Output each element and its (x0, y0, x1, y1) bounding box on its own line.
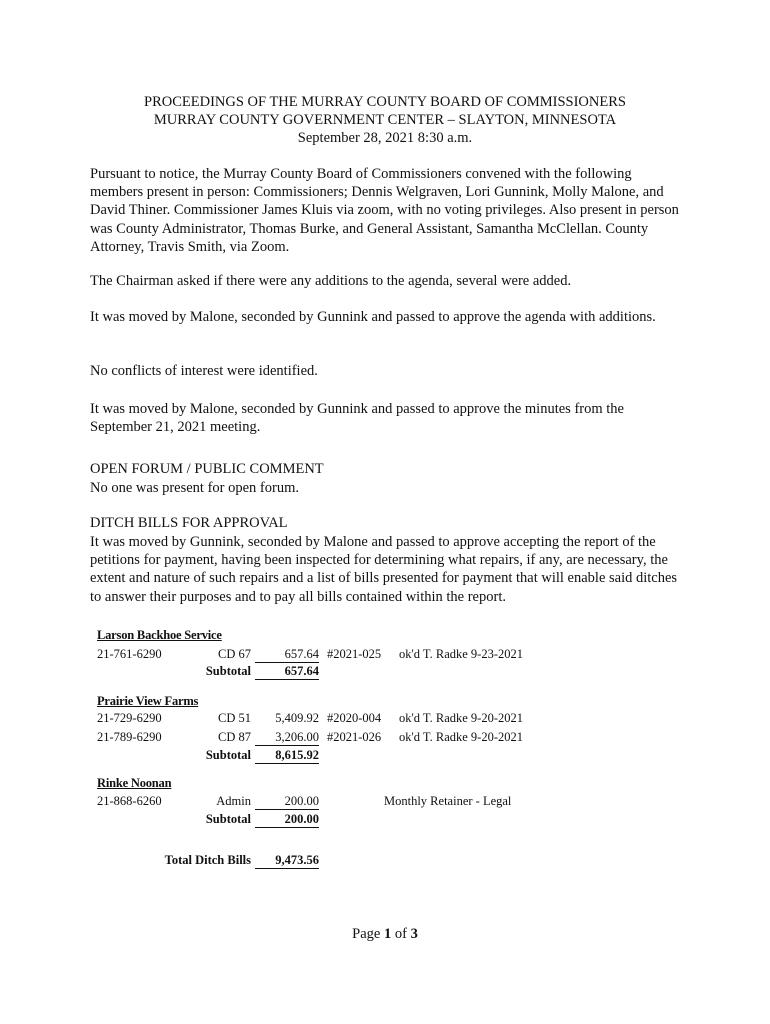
subtotal-amount: 8,615.92 (255, 748, 319, 764)
subtotal-label: Subtotal (205, 748, 251, 762)
approval-note: Monthly Retainer - Legal (384, 794, 512, 808)
bill-amount: 200.00 (255, 794, 319, 810)
ditch-item: CD 87 (218, 730, 251, 744)
total-label: Total Ditch Bills (164, 853, 251, 867)
minutes-motion-paragraph: It was moved by Malone, seconded by Gunnink and passed to approve the minutes from the September 21, 2021 meeting. (90, 401, 624, 436)
ditch-item: CD 51 (218, 711, 251, 725)
page-word: Page (352, 926, 381, 942)
page-number: 1 (383, 926, 392, 942)
attendance-paragraph: Pursuant to notice, the Murray County Board of Commissioners convened with the following members present in person: Commissioners; Dennis Welgraven, Lori Gunnink, Molly Malone, and David Thiner. Commissioner James Kluis via zoom, with no voting privileges. Also present in person was County Administrator, Thomas Burke, and General Assistant, Samantha McClellan. County Attorney, Travis Smith, via Zoom. (90, 166, 679, 255)
header-date: September 28, 2021 8:30 a.m. (297, 130, 473, 146)
approval-note: ok'd T. Radke 9-20-2021 (399, 711, 523, 725)
open-forum-text: No one was present for open forum. (90, 480, 299, 496)
reference-number: #2021-025 (327, 647, 382, 661)
reference-number: #2021-026 (327, 730, 382, 744)
account-number: 21-729-6290 (97, 711, 162, 725)
vendor-name: Prairie View Farms (97, 694, 199, 708)
vendor-name: Rinke Noonan (97, 776, 172, 790)
bill-amount: 657.64 (255, 647, 319, 663)
bill-amount: 5,409.92 (275, 711, 319, 725)
approval-note: ok'd T. Radke 9-23-2021 (399, 647, 523, 661)
header-line-1: PROCEEDINGS OF THE MURRAY COUNTY BOARD OF COMMISSIONERS (144, 94, 626, 110)
subtotal-amount: 200.00 (255, 812, 319, 828)
subtotal-label: Subtotal (205, 664, 251, 678)
open-forum-title: OPEN FORUM / PUBLIC COMMENT (90, 461, 324, 477)
page-footer (0, 926, 770, 943)
of-word: of (394, 926, 407, 942)
ditch-bills-paragraph: It was moved by Gunnink, seconded by Malone and passed to approve accepting the report of the petitions for payment, having been inspected for determining what repairs, if any, are necessary, the extent and nature of such repairs and a list of bills presented for payment that will enable said ditches to answer their purposes and to pay all bills contained within the report. (90, 534, 678, 605)
account-number: 21-761-6290 (97, 647, 162, 661)
vendor-name: Larson Backhoe Service (97, 628, 222, 642)
conflicts-paragraph: No conflicts of interest were identified. (90, 363, 318, 379)
subtotal-label: Subtotal (205, 812, 251, 826)
subtotal-amount: 657.64 (255, 664, 319, 680)
page-total: 3 (410, 926, 418, 942)
agenda-additions-paragraph: The Chairman asked if there were any additions to the agenda, several were added. (90, 273, 572, 289)
header-line-2: MURRAY COUNTY GOVERNMENT CENTER – SLAYTON, MINNESOTA (153, 112, 617, 128)
ditch-bills-title: DITCH BILLS FOR APPROVAL (90, 515, 288, 531)
total-amount: 9,473.56 (255, 853, 319, 869)
ditch-item: Admin (216, 794, 251, 808)
agenda-motion-paragraph: It was moved by Malone, seconded by Gunnink and passed to approve the agenda with additions. (90, 309, 656, 325)
bill-amount: 3,206.00 (255, 730, 319, 746)
account-number: 21-789-6290 (97, 730, 162, 744)
approval-note: ok'd T. Radke 9-20-2021 (399, 730, 523, 744)
reference-number: #2020-004 (327, 711, 382, 725)
account-number: 21-868-6260 (97, 794, 162, 808)
ditch-item: CD 67 (218, 647, 251, 661)
